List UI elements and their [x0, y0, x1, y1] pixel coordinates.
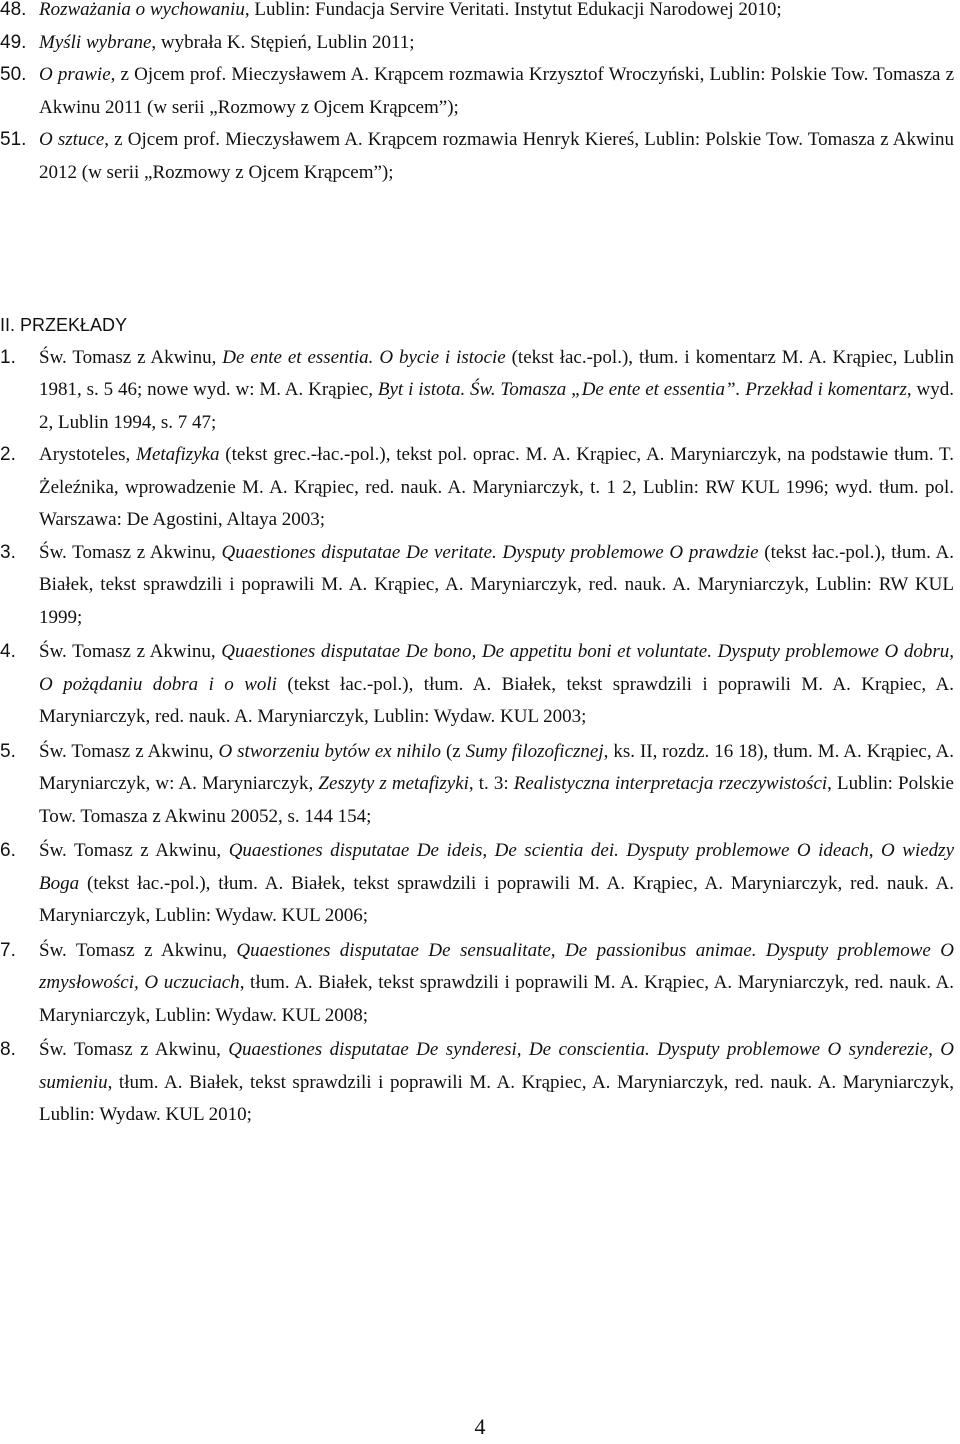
entry-number: 5. — [0, 740, 16, 762]
entry-text: (tekst grec.-łac.-pol.), tekst pol. oprac. M. A. Krąpiec, A. Maryniarczyk, na podstawie tłum. T. Żeleźnika, wprowadzenie M. A. Krąpiec, red. nauk. A. Maryniarczyk, t. 1 2, Lublin: RW KUL 1996; wyd. tłum. pol. Warszawa: De Agostini, Altaya 2003; — [39, 444, 954, 530]
entry-number: 48. — [0, 0, 27, 20]
entry-author: Św. Tomasz z Akwinu, — [39, 1039, 229, 1060]
entry-title: Quaestiones disputatae De bono, De appetitu boni et voluntate. Dysputy problemowe O dobru, O pożądaniu dobra i o woli — [39, 641, 954, 695]
bib-entry-8 — [0, 1034, 954, 1132]
entry-title: Byt i istota. Św. Tomasza „De ente et essentia”. Przekład i komentarz — [377, 379, 907, 400]
bib-entry-49 — [0, 27, 954, 60]
entry-text: , z Ojcem prof. Mieczysławem A. Krąpcem rozmawia Henryk Kiereś, Lublin: Polskie Tow. Tomasza z Akwinu 2012 (w serii „Rozmowy z Ojcem Krąpcem”); — [39, 129, 954, 183]
entry-title: Quaestiones disputatae De veritate. Dysputy problemowe O prawdzie — [221, 541, 759, 563]
entry-title: De ente et essentia. O bycie i istocie — [222, 346, 506, 368]
bibliography-section-2 — [0, 309, 954, 1132]
entry-title: Rozważania o wychowaniu — [39, 0, 245, 20]
bib-entry-2 — [0, 439, 954, 537]
bib-entry-4 — [0, 636, 954, 734]
entry-title: Quaestiones disputatae De sensualitate, De passionibus animae. Dysputy problemowe O zmysłowości, O uczuciach — [39, 939, 954, 993]
entry-text: (tekst łac.-pol.), tłum. A. Białek, tekst sprawdzili i poprawili M. A. Krąpiec, A. Maryniarczyk, red. nauk. A. Maryniarczyk, Lublin: Wydaw. KUL 2006; — [39, 872, 954, 926]
entry-title: Zeszyty z metafizyki — [318, 773, 469, 794]
entry-text: , t. 3: — [468, 773, 514, 794]
entry-author: Św. Tomasz z Akwinu, — [39, 939, 237, 961]
entry-text: , z Ojcem prof. Mieczysławem A. Krąpcem rozmawia Krzysztof Wroczyński, Lublin: Polskie Tow. Tomasza z Akwinu 2011 (w serii „Rozmowy z Ojcem Krąpcem”); — [39, 64, 955, 118]
bib-entry-7 — [0, 935, 954, 1033]
entry-text: (tekst łac.-pol.), tłum. A. Białek, tekst sprawdzili i poprawili M. A. Krąpiec, A. Maryniarczyk, red. nauk. A. Maryniarczyk, Lublin: Wydaw. KUL 2003; — [39, 673, 954, 727]
section-heading: II. PRZEKŁADY — [0, 315, 128, 335]
entry-title: Metafizyka — [136, 444, 220, 465]
entry-text: , wyd. 2, Lublin 1994, s. 7 47; — [39, 379, 954, 433]
entry-title: Realistyczna interpretacja rzeczywistości — [513, 773, 828, 794]
section-spacer — [0, 189, 954, 309]
entry-text: , Lublin: Polskie Tow. Tomasza z Akwinu 20052, s. 144 154; — [39, 773, 954, 827]
entry-number: 2. — [0, 444, 16, 465]
bibliography-section-1 — [0, 0, 954, 189]
bib-entry-1 — [0, 342, 954, 440]
bib-entry-48 — [0, 0, 954, 27]
entry-number: 3. — [0, 541, 16, 563]
entry-author: Św. Tomasz z Akwinu, — [39, 541, 222, 563]
bib-entry-6 — [0, 835, 954, 933]
entry-title: O stworzeniu bytów ex nihilo — [218, 740, 441, 762]
entry-text: (tekst łac.-pol.), tłum. i komentarz M. A. Krąpiec, Lublin 1981, s. 5 46; nowe wyd. w: M. A. Krąpiec, — [39, 346, 954, 400]
page-number: 4 — [474, 1414, 486, 1439]
entry-text: , tłum. A. Białek, tekst sprawdzili i poprawili M. A. Krąpiec, A. Maryniarczyk, red. nauk. A. Maryniarczyk, Lublin: Wydaw. KUL 2008; — [39, 972, 954, 1026]
entry-title: O sztuce — [39, 129, 105, 150]
entry-number: 4. — [0, 641, 16, 662]
bib-entry-51 — [0, 124, 954, 189]
bib-entry-5 — [0, 736, 954, 834]
entry-author: Św. Tomasz z Akwinu, — [39, 740, 219, 762]
entry-text: (tekst łac.-pol.), tłum. A. Białek, tekst sprawdzili i poprawili M. A. Krąpiec, A. Maryniarczyk, red. nauk. A. Maryniarczyk, Lublin: RW KUL 1999; — [39, 541, 954, 628]
entry-number: 51. — [0, 129, 27, 150]
entry-number: 8. — [0, 1039, 16, 1060]
entry-text: , ks. II, rozdz. 16 18), tłum. M. A. Krąpiec, A. Maryniarczyk, w: A. Maryniarczyk, — [39, 740, 955, 794]
bib-entry-50 — [0, 59, 954, 124]
entry-title: Quaestiones disputatae De synderesi, De conscientia. Dysputy problemowe O synderezie, O sumieniu — [39, 1039, 954, 1093]
entry-text: , Lublin: Fundacja Servire Veritati. Instytut Edukacji Narodowej 2010; — [244, 0, 782, 20]
entry-author: Św. Tomasz z Akwinu, — [39, 840, 229, 861]
entry-text: , wybrała K. Stępień, Lublin 2011; — [151, 31, 415, 53]
entry-title: Myśli wybrane — [39, 31, 152, 53]
entry-author: Arystoteles, — [39, 444, 137, 465]
entry-number: 6. — [0, 840, 16, 861]
bib-entry-3 — [0, 537, 954, 635]
entry-title: O prawie — [39, 64, 111, 85]
entry-author: Św. Tomasz z Akwinu, — [39, 346, 223, 368]
entry-author: Św. Tomasz z Akwinu, — [39, 641, 222, 662]
entry-number: 49. — [0, 31, 27, 53]
entry-text: (z — [440, 740, 466, 762]
entry-text: , tłum. A. Białek, tekst sprawdzili i poprawili M. A. Krąpiec, A. Maryniarczyk, red. nauk. A. Maryniarczyk, Lublin: Wydaw. KUL 2010; — [39, 1071, 954, 1125]
entry-title: Sumy filozoficznej — [465, 740, 604, 762]
entry-number: 7. — [0, 939, 16, 961]
entry-number: 50. — [0, 64, 27, 85]
entry-number: 1. — [0, 346, 16, 368]
entry-title: Quaestiones disputatae De ideis, De scientia dei. Dysputy problemowe O ideach, O wiedzy Boga — [39, 840, 955, 894]
